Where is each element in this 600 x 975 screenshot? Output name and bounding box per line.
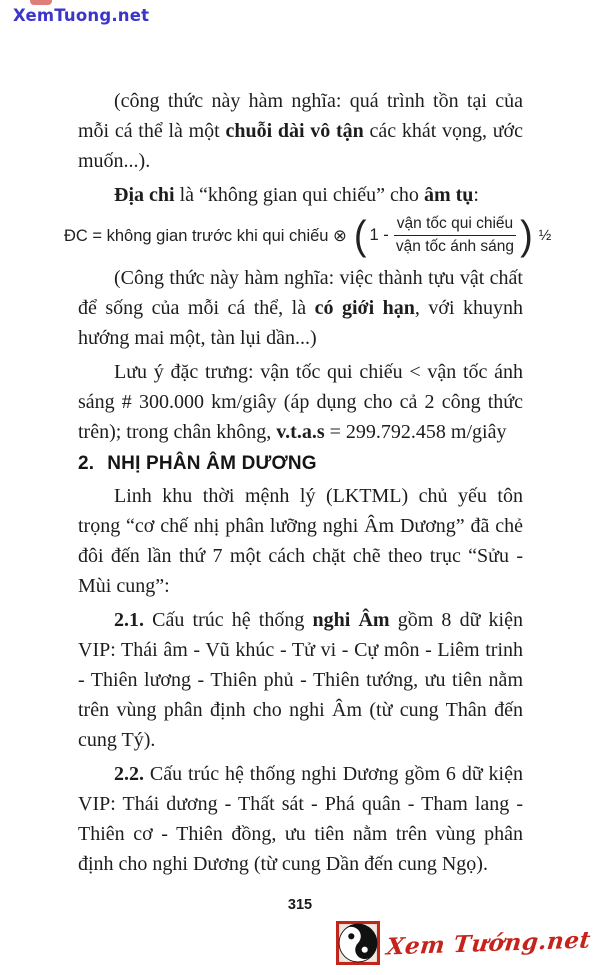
section-heading <box>78 453 523 475</box>
section-number: 2. <box>78 453 95 475</box>
paragraph-formula-note-1 <box>78 86 523 176</box>
site-watermark-header: XemTuong.net <box>13 6 150 25</box>
paragraph-text: , với khuynh hướng mai một, tàn lụi dần...) <box>78 297 524 350</box>
bold-text: chuỗi dài vô tận <box>225 120 364 142</box>
paragraph-text: : <box>473 184 479 206</box>
paragraph-luu-y <box>78 357 523 447</box>
bold-text: nghi Âm <box>312 609 390 632</box>
paragraph-text: Cấu trúc hệ thống nghi Dương gồm 6 dữ kiện VIP: Thái dương - Thất sát - Phá quân - Tham lang - Thiên cơ - Thiên đồng, ưu tiên nằm trên vùng phân định cho nghi Dương (từ cung Dần đến cung Ngọ). <box>78 763 523 876</box>
paragraph-text: Cấu trúc hệ thống <box>144 609 313 632</box>
paragraph-text: là “không gian qui chiếu” cho <box>174 184 424 206</box>
paragraph-text: Linh khu thời mệnh lý (LKTML) chủ yếu tôn trọng “cơ chế nhị phân lưỡng nghi Âm Dương” đã chẻ đôi đến lần thứ 7 một cách chặt chẽ theo trục “Sửu - Mùi cung”: <box>78 485 523 598</box>
site-watermark-footer <box>336 921 590 965</box>
paragraph-text: các khát vọng, ước muốn...). <box>78 120 523 172</box>
paragraph-text: (Công thức này hàm nghĩa: việc thành tựu vật chất để sống của mỗi cá thể, là <box>78 267 523 320</box>
paragraph-linh-khu <box>78 481 523 601</box>
bold-text: 2.2. <box>114 763 144 786</box>
paragraph-text: (công thức này hàm nghĩa: quá trình tồn tại của mỗi cá thể là một <box>78 90 523 142</box>
big-paren-open: ( <box>353 212 367 259</box>
paragraph-2-2 <box>78 759 523 879</box>
page-edge-artifact <box>30 0 52 5</box>
bold-text: 2.1. <box>114 609 144 632</box>
bold-text: âm tụ <box>423 184 474 206</box>
paragraph-dia-chi <box>78 180 523 210</box>
paragraph-text: = 299.792.458 m/giây <box>324 421 507 444</box>
page-content <box>64 86 552 883</box>
formula-one-minus: 1 - <box>369 226 389 245</box>
bold-text: có giới hạn <box>314 297 415 320</box>
formula-exponent: ½ <box>538 227 552 245</box>
paragraph-2-1 <box>78 605 523 755</box>
paragraph-text: gồm 8 dữ kiện VIP: Thái âm - Vũ khúc - Tử vi - Cự môn - Liêm trinh - Thiên lương - Thiên phủ - Thiên tướng, ưu tiên nằm trên vùng phân định cho nghi Âm (từ cung Thân đến cung Tý). <box>78 609 523 752</box>
formula-lhs: ĐC = không gian trước khi qui chiếu ⊗ <box>64 226 347 245</box>
big-paren-close: ) <box>520 212 533 259</box>
bold-text: Địa chi <box>114 184 175 206</box>
paragraph-formula-note-2 <box>78 263 523 353</box>
paragraph-text: Lưu ý đặc trưng: vận tốc qui chiếu < vận tốc ánh sáng # 300.000 km/giây (áp dụng cho cả 2 công thức trên); trong chân không, <box>78 361 523 444</box>
bold-text: v.t.a.s <box>276 421 325 444</box>
fraction-denominator: vận tốc ánh sáng <box>395 238 514 256</box>
fraction-numerator: vận tốc qui chiếu <box>394 214 516 236</box>
formula-fraction <box>394 214 516 257</box>
footer-logo-text: Xem Tướng.net <box>384 925 592 961</box>
section-title: NHỊ PHÂN ÂM DƯƠNG <box>107 453 317 475</box>
yin-yang-icon <box>336 921 380 965</box>
formula-dia-chi <box>64 212 552 259</box>
page-number: 315 <box>287 897 313 913</box>
